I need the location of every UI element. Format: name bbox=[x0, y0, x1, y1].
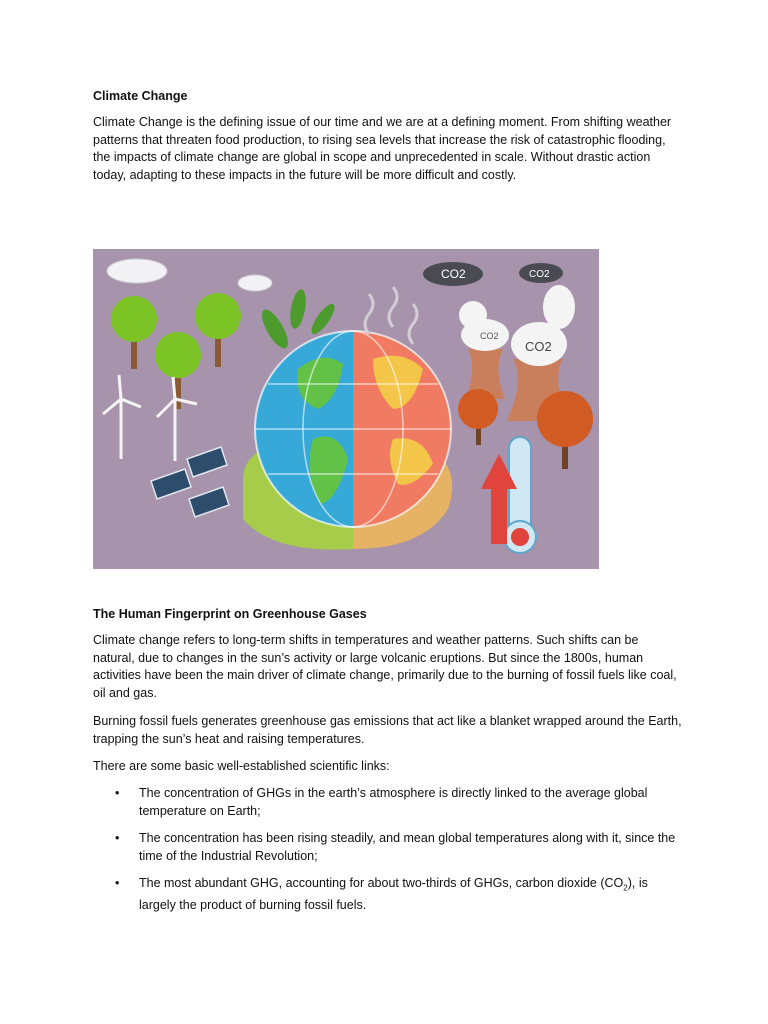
intro-paragraph: Climate Change is the defining issue of our time and we are at a defining moment. From shifting weather patterns that threaten food production, to rising sea levels that increase the risk of catastrophic flooding, the impacts of climate change are global in scope and unprecedented in scale. Without drastic action today, adapting to these impacts in the future will be more difficult and costly. bbox=[93, 115, 672, 182]
paragraph-fossil-fuels: Burning fossil fuels generates greenhouse gas emissions that act like a blanket wrapped around the Earth, trapping the sun’s heat and raising temperatures. bbox=[93, 714, 682, 746]
list-item bbox=[93, 830, 683, 865]
section-title-human-fingerprint: The Human Fingerprint on Greenhouse Gases bbox=[93, 607, 367, 621]
list-item-text-part: The most abundant GHG, accounting for about two-thirds of GHGs, carbon dioxide (CO bbox=[139, 876, 624, 891]
co2-label: CO2 bbox=[525, 339, 552, 354]
subscript: 2 bbox=[623, 883, 628, 893]
list-item bbox=[93, 875, 683, 915]
bullet-marker: • bbox=[115, 831, 120, 846]
list-item-text bbox=[139, 876, 648, 912]
climate-illustration bbox=[93, 249, 599, 569]
section-title-climate-change: Climate Change bbox=[93, 89, 188, 103]
bullet-marker: • bbox=[115, 876, 120, 891]
bullet-marker: • bbox=[115, 786, 120, 800]
co2-label: CO2 bbox=[529, 269, 550, 280]
globe-icon bbox=[255, 331, 451, 527]
co2-label: CO2 bbox=[441, 267, 466, 281]
bullet-list bbox=[93, 785, 683, 925]
co2-label: CO2 bbox=[480, 331, 499, 341]
climate-illustration-svg bbox=[93, 249, 599, 569]
list-item-text-part: ), is largely the product of burning fossil fuels. bbox=[139, 876, 648, 913]
list-item-text: The concentration of GHGs in the earth’s atmosphere is directly linked to the average global temperature on Earth; bbox=[139, 786, 648, 818]
list-item bbox=[93, 785, 683, 820]
paragraph-links-intro: There are some basic well-established scientific links: bbox=[93, 759, 390, 773]
paragraph-definition: Climate change refers to long-term shifts in temperatures and weather patterns. Such shifts can be natural, due to changes in the sun’s activity or large volcanic eruptions. But since the 1800s, human activities have been the main driver of climate change, primarily due to the burning of fossil fuels like coal, oil and gas. bbox=[93, 633, 677, 700]
thermometer-icon bbox=[504, 437, 536, 553]
list-item-text: The concentration has been rising steadily, and mean global temperatures along with it, since the time of the Industrial Revolution; bbox=[139, 831, 676, 863]
